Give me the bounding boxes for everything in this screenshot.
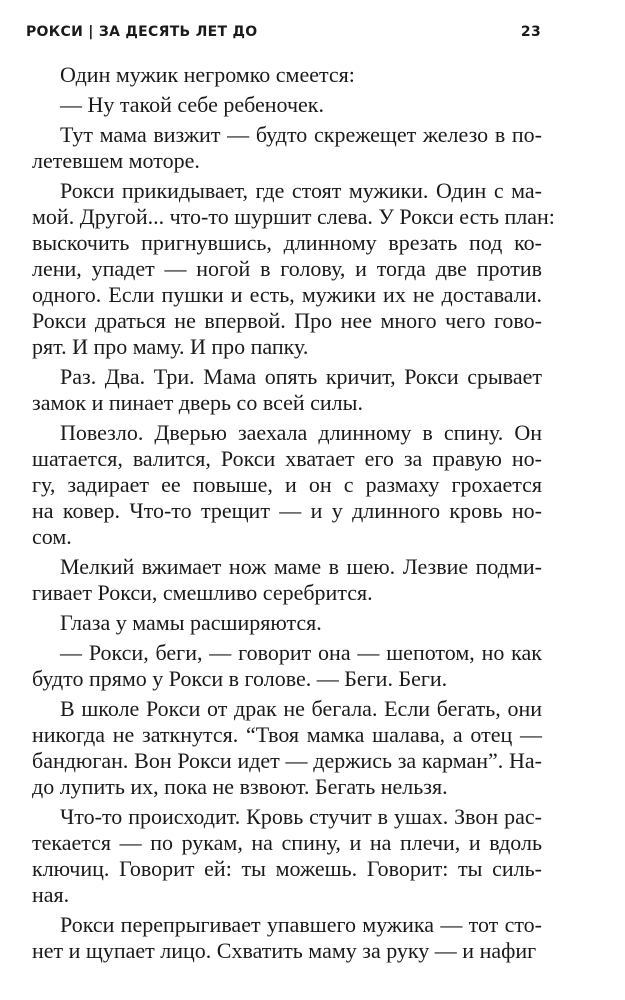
text-line: ная.	[32, 882, 70, 907]
paragraph	[32, 696, 542, 800]
text-line: нет и щупает лицо. Схватить маму за руку — и нафиг	[32, 938, 537, 963]
text-line: Один мужик негромко смеется:	[60, 62, 355, 87]
text-line: Что-то происходит. Кровь стучит в ушах. Звон рас-	[60, 804, 542, 829]
paragraph	[32, 62, 542, 88]
body-text	[32, 62, 555, 968]
text-line: Рокси перепрыгивает упавшего мужика — тот сто-	[60, 912, 542, 937]
paragraph	[32, 804, 542, 908]
paragraph	[32, 610, 542, 636]
paragraph	[32, 554, 542, 606]
text-line: Тут мама визжит — будто скрежещет железо в по-	[60, 122, 542, 147]
paragraph	[32, 122, 542, 174]
text-line: гивает Рокси, смешливо серебрится.	[32, 580, 373, 605]
text-line: В школе Рокси от драк не бегала. Если бегать, они	[60, 696, 542, 721]
text-line: никогда не заткнутся. “Твоя мамка шалава, а отец —	[32, 722, 542, 747]
page-number: 23	[520, 24, 541, 40]
text-line: на ковер. Что-то трещит — и у длинного кровь но-	[32, 498, 542, 523]
text-line: Рокси прикидывает, где стоят мужики. Один с ма-	[60, 178, 542, 203]
text-line: замок и пинает дверь со всей силы.	[32, 390, 363, 415]
text-line: выскочить пригнувшись, длинному врезать под ко-	[32, 230, 542, 255]
text-line: мой. Другой... что-то шуршит слева. У Рокси есть план:	[32, 204, 555, 229]
text-line: Мелкий вжимает нож маме в шею. Лезвие подми-	[60, 554, 542, 579]
text-line: шатается, валится, Рокси хватает его за правую но-	[32, 446, 542, 471]
running-header	[26, 24, 541, 42]
text-line: одного. Если пушки и есть, мужики их не доставали.	[32, 282, 542, 307]
text-line: сом.	[32, 524, 72, 549]
text-line: Глаза у мамы расширяются.	[60, 610, 322, 635]
text-line: — Ну такой себе ребеночек.	[60, 92, 324, 117]
text-line: рят. И про маму. И про папку.	[32, 334, 309, 359]
text-line: гу, задирает ее повыше, и он с размаху грохается	[32, 472, 542, 497]
paragraph	[32, 420, 542, 550]
text-line: до лупить их, пока не взвоют. Бегать нельзя.	[32, 774, 448, 799]
paragraph	[32, 178, 555, 360]
text-line: ключиц. Говорит ей: ты можешь. Говорит: ты силь-	[32, 856, 542, 881]
text-line: будто прямо у Рокси в голове. — Беги. Беги.	[32, 666, 448, 691]
text-line: Раз. Два. Три. Мама опять кричит, Рокси срывает	[60, 364, 542, 389]
text-line: — Рокси, беги, — говорит она — шепотом, но как	[60, 640, 542, 665]
text-line: текается — по рукам, на спину, и на плечи, и вдоль	[32, 830, 542, 855]
text-line: Повезло. Дверью заехала длинному в спину. Он	[60, 420, 542, 445]
paragraph	[32, 92, 542, 118]
text-line: Рокси драться не впервой. Про нее много чего гово-	[32, 308, 542, 333]
text-line: лени, упадет — ногой в голову, и тогда две против	[32, 256, 542, 281]
paragraph	[32, 364, 542, 416]
paragraph	[32, 640, 542, 692]
running-title: РОКСИ | ЗА ДЕСЯТЬ ЛЕТ ДО	[26, 24, 258, 40]
text-line: бандюган. Вон Рокси идет — держись за карман”. На-	[32, 748, 542, 773]
text-line: летевшем моторе.	[32, 148, 200, 173]
paragraph	[32, 912, 542, 964]
